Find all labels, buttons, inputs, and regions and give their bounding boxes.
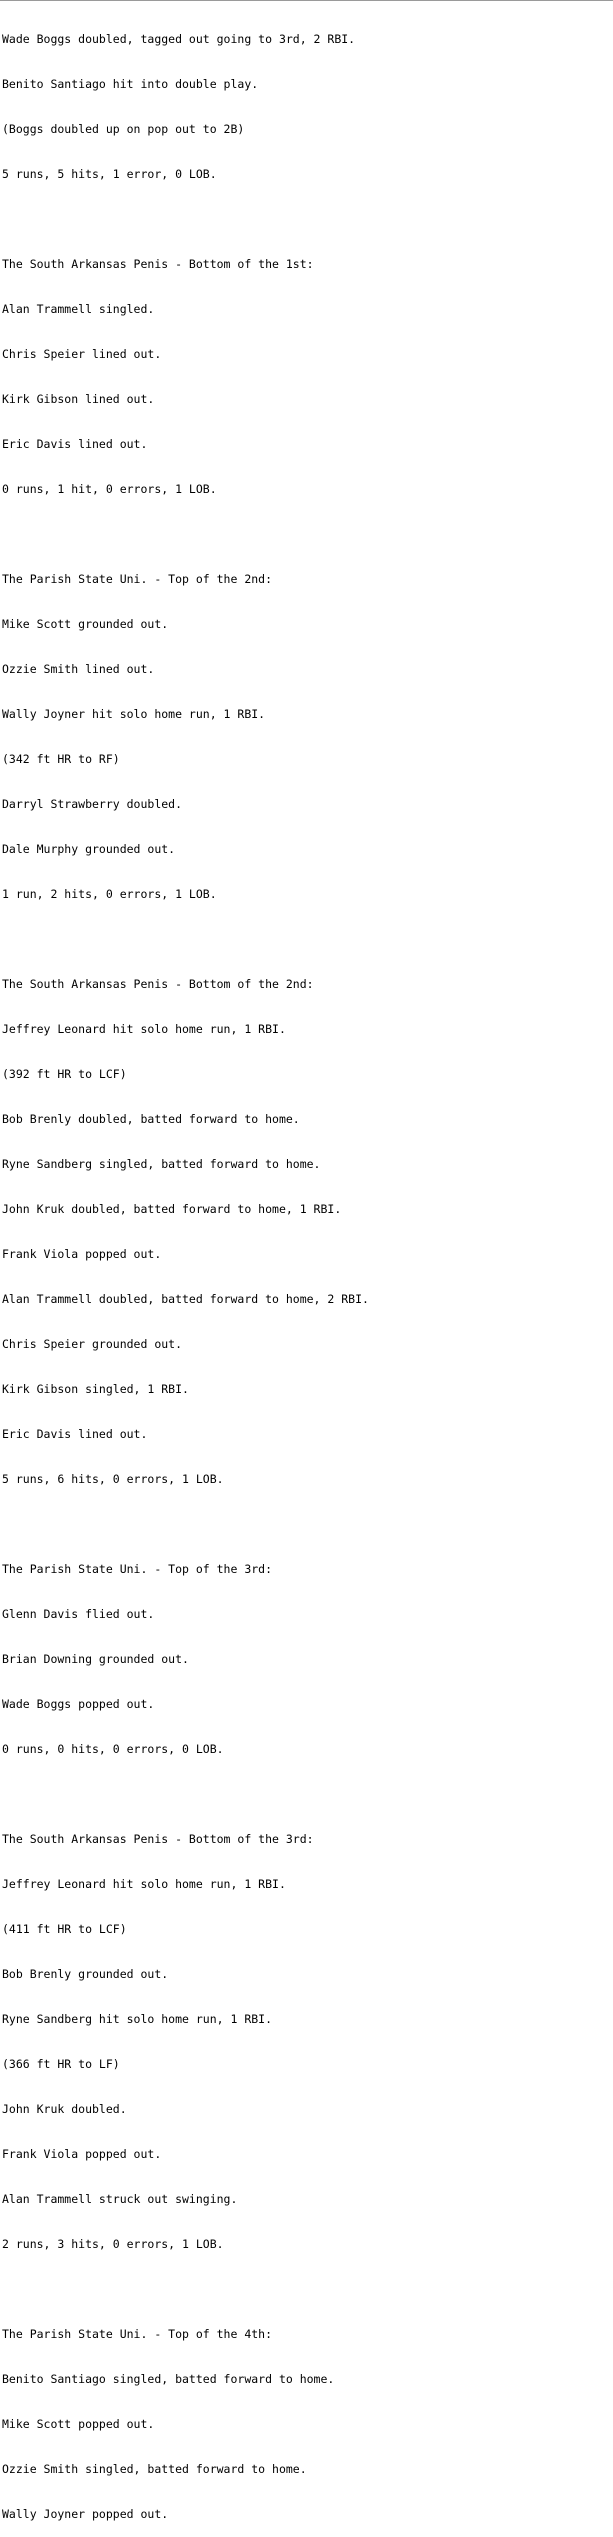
inning-summary: 1 run, 2 hits, 0 errors, 1 LOB. (2, 887, 217, 901)
blank-line (2, 932, 369, 947)
log-line: Ozzie Smith lined out. (2, 662, 155, 676)
log-line: Ryne Sandberg singled, batted forward to home. (2, 1157, 321, 1171)
log-line: Benito Santiago singled, batted forward to home. (2, 2372, 335, 2386)
inning-summary: 2 runs, 3 hits, 0 errors, 1 LOB. (2, 2237, 224, 2251)
log-line: Dale Murphy grounded out. (2, 842, 176, 856)
log-line: Chris Speier grounded out. (2, 1337, 183, 1351)
inning-header: The Parish State Uni. - Top of the 4th: (2, 2327, 273, 2341)
log-line: Darryl Strawberry doubled. (2, 797, 183, 811)
log-line: (411 ft HR to LCF) (2, 1922, 127, 1936)
log-line: (392 ft HR to LCF) (2, 1067, 127, 1081)
log-line: (342 ft HR to RF) (2, 752, 120, 766)
log-line: Bob Brenly doubled, batted forward to home. (2, 1112, 300, 1126)
log-line: Frank Viola popped out. (2, 2147, 162, 2161)
inning-summary: 0 runs, 0 hits, 0 errors, 0 LOB. (2, 1742, 224, 1756)
blank-line (2, 1787, 369, 1802)
log-line: Kirk Gibson singled, 1 RBI. (2, 1382, 189, 1396)
log-line: Kirk Gibson lined out. (2, 392, 155, 406)
log-line: Brian Downing grounded out. (2, 1652, 189, 1666)
log-line: Wally Joyner popped out. (2, 2507, 169, 2521)
log-line: Mike Scott grounded out. (2, 617, 169, 631)
inning-header: The South Arkansas Penis - Bottom of the 2nd: (2, 977, 314, 991)
inning-header: The South Arkansas Penis - Bottom of the 3rd: (2, 1832, 314, 1846)
inning-summary: 0 runs, 1 hit, 0 errors, 1 LOB. (2, 482, 217, 496)
log-line: Jeffrey Leonard hit solo home run, 1 RBI. (2, 1877, 286, 1891)
log-line: Alan Trammell singled. (2, 302, 155, 316)
inning-header: The South Arkansas Penis - Bottom of the 1st: (2, 257, 314, 271)
log-line: Chris Speier lined out. (2, 347, 162, 361)
inning-header: The Parish State Uni. - Top of the 2nd: (2, 572, 273, 586)
log-line: Wally Joyner hit solo home run, 1 RBI. (2, 707, 266, 721)
log-line: Alan Trammell struck out swinging. (2, 2192, 238, 2206)
log-line: Ozzie Smith singled, batted forward to home. (2, 2462, 307, 2476)
blank-line (2, 1517, 369, 1532)
blank-line (2, 212, 369, 227)
log-line: (Boggs doubled up on pop out to 2B) (2, 122, 245, 136)
log-line: Eric Davis lined out. (2, 1427, 148, 1441)
log-line: Frank Viola popped out. (2, 1247, 162, 1261)
log-line: John Kruk doubled, batted forward to home, 1 RBI. (2, 1202, 342, 1216)
log-line: Alan Trammell doubled, batted forward to home, 2 RBI. (2, 1292, 369, 1306)
blank-line (2, 527, 369, 542)
log-line: Wade Boggs popped out. (2, 1697, 155, 1711)
top-border (0, 0, 613, 1)
play-by-play-log (2, 2, 369, 2537)
log-line: (366 ft HR to LF) (2, 2057, 120, 2071)
log-line: Bob Brenly grounded out. (2, 1967, 169, 1981)
log-line: Jeffrey Leonard hit solo home run, 1 RBI. (2, 1022, 286, 1036)
inning-summary: 5 runs, 6 hits, 0 errors, 1 LOB. (2, 1472, 224, 1486)
log-line: John Kruk doubled. (2, 2102, 127, 2116)
log-line: Mike Scott popped out. (2, 2417, 155, 2431)
blank-line (2, 2282, 369, 2297)
log-line: Ryne Sandberg hit solo home run, 1 RBI. (2, 2012, 273, 2026)
log-line: Eric Davis lined out. (2, 437, 148, 451)
inning-header: The Parish State Uni. - Top of the 3rd: (2, 1562, 273, 1576)
inning-summary: 5 runs, 5 hits, 1 error, 0 LOB. (2, 167, 217, 181)
log-line: Benito Santiago hit into double play. (2, 77, 259, 91)
log-line: Wade Boggs doubled, tagged out going to 3rd, 2 RBI. (2, 32, 356, 46)
log-line: Glenn Davis flied out. (2, 1607, 155, 1621)
